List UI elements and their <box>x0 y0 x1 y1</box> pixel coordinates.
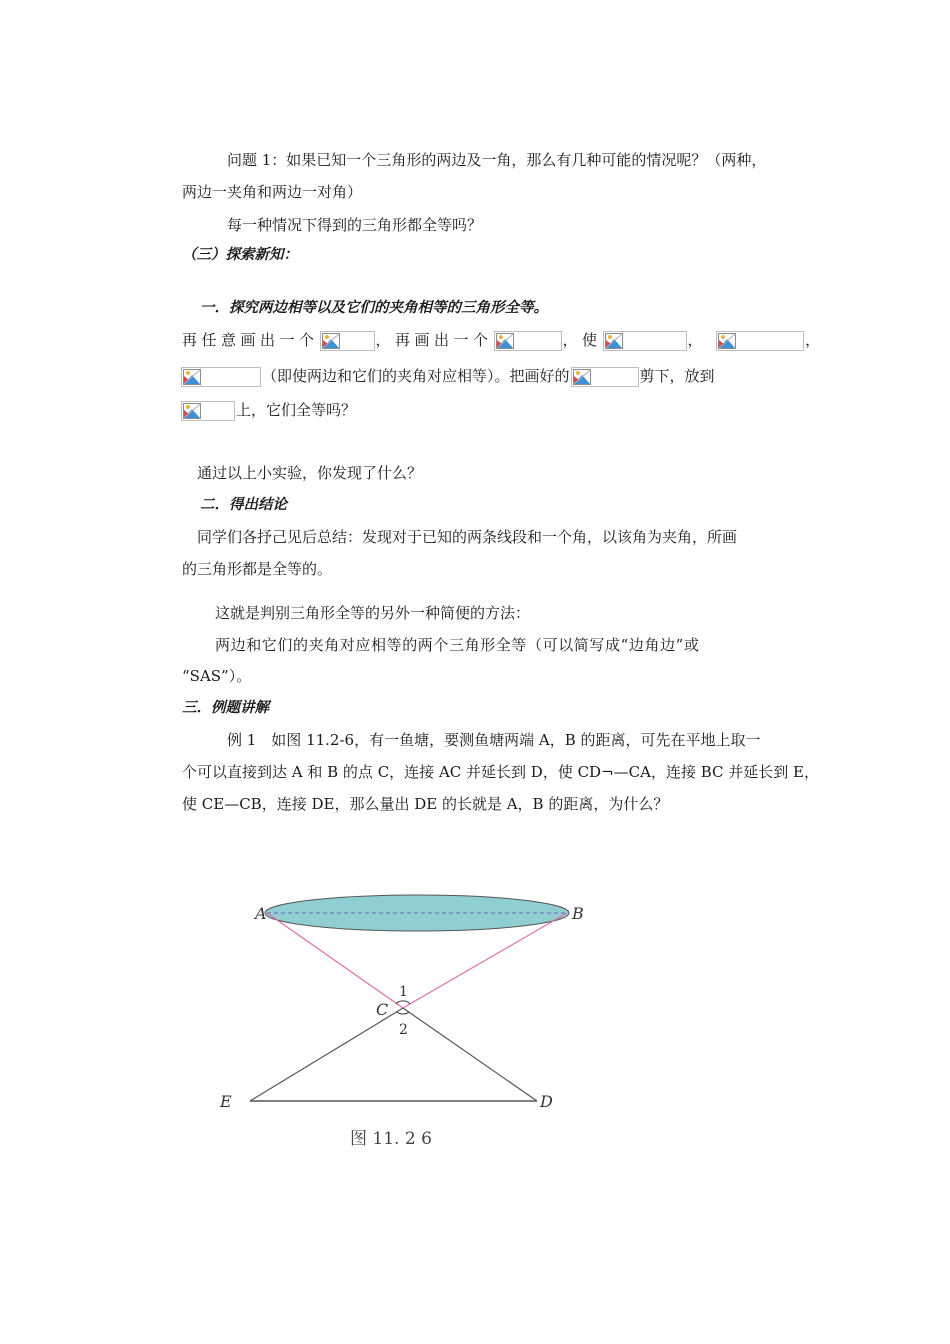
summary-line-2: 的三角形都是全等的。 <box>182 560 333 578</box>
label-a: A <box>255 904 267 923</box>
activity-text-5: ， <box>805 331 821 349</box>
broken-image-icon <box>181 367 261 387</box>
geometry-figure <box>210 880 610 1160</box>
activity-text-2: ，再画出一个 <box>375 331 493 349</box>
subsection-2-heading: 二．得出结论 <box>200 497 287 513</box>
activity-text-3: ，使 <box>562 331 602 349</box>
example-1-line-1: 例 1 如图 11.2-6，有一鱼塘，要测鱼塘两端 A，B 的距离，可先在平地上取一 <box>227 731 761 749</box>
sas-rule-line-2: “SAS”）。 <box>182 667 252 685</box>
activity-row-2 <box>180 366 715 387</box>
broken-image-icon <box>603 331 687 351</box>
activity-row-1 <box>182 330 820 351</box>
segment-cd <box>403 1008 537 1101</box>
label-e: E <box>220 1092 232 1111</box>
label-angle-2: 2 <box>399 1022 408 1038</box>
broken-image-icon <box>716 331 804 351</box>
segment-ce <box>250 1008 403 1101</box>
broken-image-icon <box>494 331 562 351</box>
label-c: C <box>376 1000 389 1019</box>
experiment-question: 通过以上小实验，你发现了什么？ <box>197 464 423 482</box>
activity-row-3 <box>180 400 356 421</box>
question-2: 每一种情况下得到的三角形都全等吗？ <box>227 216 483 234</box>
example-1-line-2: 个可以直接到达 A 和 B 的点 C，连接 AC 并延长到 D，使 CD¬—CA，连接 BC 并延长到 E， <box>182 763 819 781</box>
label-b: B <box>572 904 584 923</box>
angle-1-arc <box>396 1001 410 1004</box>
label-d: D <box>540 1092 553 1111</box>
activity-text-6: （即使两边和它们的夹角对应相等）。把画好的 <box>262 367 570 385</box>
activity-text-1: 再任意画出一个 <box>182 331 319 349</box>
broken-image-icon <box>181 401 235 421</box>
example-1-line-3: 使 CE—CB，连接 DE，那么量出 DE 的长就是 A，B 的距离，为什么？ <box>182 795 669 813</box>
section-3-heading: （三）探索新知： <box>182 247 298 263</box>
question-1-line-2: 两边一夹角和两边一对角） <box>182 183 363 201</box>
question-1-line-1: 问题 1：如果已知一个三角形的两边及一角，那么有几种可能的情况呢？（两种， <box>227 151 767 169</box>
activity-text-4: ， <box>687 331 708 349</box>
summary-line-1: 同学们各抒己见后总结：发现对于已知的两条线段和一个角，以该角为夹角，所画 <box>197 528 738 546</box>
subsection-1-heading: 一．探究两边相等以及它们的夹角相等的三角形全等。 <box>200 300 548 316</box>
activity-text-7: 剪下，放到 <box>639 367 715 385</box>
broken-image-icon <box>571 367 639 387</box>
sas-rule-line-1: 两边和它们的夹角对应相等的两个三角形全等（可以简写成“边角边”或 <box>215 636 700 654</box>
subsection-3-heading: 三．例题讲解 <box>182 700 269 716</box>
figure-caption: 图 11. 2 6 <box>350 1129 432 1149</box>
label-angle-1: 1 <box>399 984 408 1000</box>
broken-image-icon <box>320 331 375 351</box>
activity-text-8: 上，它们全等吗？ <box>236 401 357 419</box>
method-intro: 这就是判别三角形全等的另外一种简便的方法： <box>215 604 531 622</box>
angle-2-arc <box>397 1012 409 1014</box>
